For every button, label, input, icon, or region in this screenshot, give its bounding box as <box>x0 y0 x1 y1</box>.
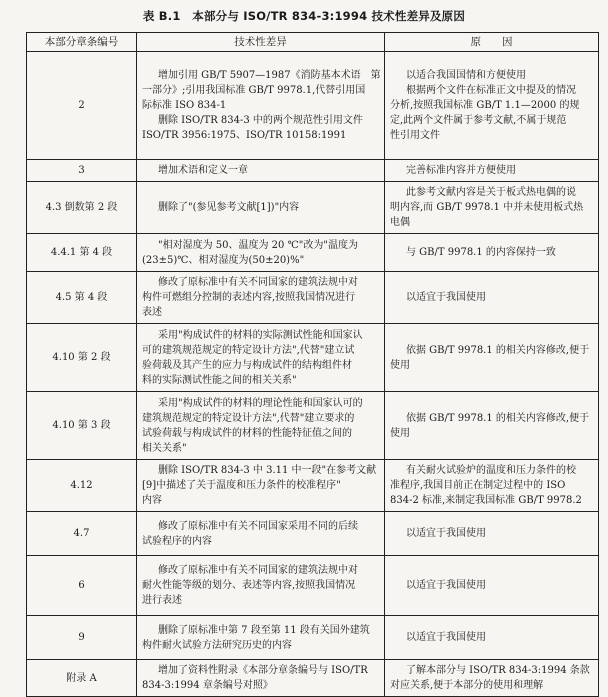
cell-reason-line: 依据 GB/T 9978.1 的相关内容修改,便于 <box>406 344 590 356</box>
cell-section: 4.7 <box>27 512 137 556</box>
cell-change <box>137 392 385 460</box>
table-body <box>27 52 599 697</box>
cell-change-line: 增加术语和定义一章 <box>158 165 248 176</box>
cell-change-line: 试验程序的内容 <box>142 535 212 547</box>
cell-change <box>137 460 385 512</box>
cell-change-line: 增加了资料性附录《本部分章条编号与 ISO/TR <box>158 665 368 676</box>
cell-change-line: 表述 <box>142 307 162 318</box>
cell-reason-line: 以适宜于我国使用 <box>406 580 486 591</box>
cell-reason <box>385 616 599 660</box>
cell-section: 4.5 第 4 段 <box>27 272 137 324</box>
cell-change-line: 采用"构成试件的材料的理论性能和国家认可的 <box>158 397 363 409</box>
table-row <box>27 272 599 324</box>
table-row <box>27 160 599 182</box>
cell-reason <box>385 660 599 697</box>
cell-reason <box>385 272 599 324</box>
cell-section: 2 <box>27 52 137 160</box>
cell-change-line: 修改了原标准中有关不同国家采用不同的后续 <box>158 520 358 532</box>
cell-change <box>137 160 385 182</box>
cell-reason-line: 依据 GB/T 9978.1 的相关内容修改,便于 <box>406 412 590 424</box>
cell-reason <box>385 160 599 182</box>
cell-section: 4.10 第 2 段 <box>27 324 137 392</box>
table-row <box>27 324 599 392</box>
table-row <box>27 616 599 660</box>
cell-change-line: 构件耐火试验方法研究历史的内容 <box>142 639 292 651</box>
differences-table <box>26 32 599 697</box>
cell-change-line: 834-3:1994 章条编号对照》 <box>142 680 273 691</box>
cell-change-line: 修改了原标准中有关不同国家的建筑法规中对 <box>158 565 358 576</box>
cell-reason <box>385 182 599 234</box>
cell-reason-line: 此参考文献内容是关于板式热电偶的说 <box>406 187 576 198</box>
cell-change-line: 删除 ISO/TR 834-3 中 3.11 中一段"在参考文献 <box>158 465 377 476</box>
cell-reason-line: 使用 <box>390 359 410 371</box>
cell-change-line: 际标准 ISO 834-1 <box>142 100 227 111</box>
cell-change-line: 内容 <box>142 495 162 506</box>
cell-reason-line: 根据两个文件在标准正文中提及的情况 <box>406 85 576 96</box>
cell-reason <box>385 324 599 392</box>
cell-change-line: 删除了"(参见参考文献[1])"内容 <box>158 202 300 213</box>
cell-change-line: 建筑规范规定的特定设计方法",代替"建立要求的 <box>142 412 355 424</box>
cell-reason <box>385 512 599 556</box>
cell-reason <box>385 460 599 512</box>
cell-reason <box>385 234 599 272</box>
table-row <box>27 52 599 160</box>
cell-reason-line: 以适宜于我国使用 <box>406 292 486 303</box>
cell-section: 附录 A <box>27 660 137 697</box>
cell-change <box>137 556 385 616</box>
cell-reason-line: 性引用文件 <box>390 130 440 141</box>
cell-change <box>137 616 385 660</box>
cell-reason-line: 分析,按照我国标准 GB/T 1.1—2000 的规 <box>390 100 580 111</box>
cell-reason-line: 电偶 <box>390 217 410 228</box>
cell-reason-line: 定,此两个文件属于参考文献,不属于规范 <box>390 115 567 126</box>
cell-section: 4.4.1 第 4 段 <box>27 234 137 272</box>
header-change: 技术性差异 <box>137 33 385 52</box>
cell-reason-line: 与 GB/T 9978.1 的内容保持一致 <box>406 247 556 258</box>
cell-change <box>137 52 385 160</box>
cell-change <box>137 512 385 556</box>
cell-change-line: 相关关系" <box>142 442 187 454</box>
cell-reason-line: 明内容,而 GB/T 9978.1 中并未使用板式热 <box>390 202 584 213</box>
cell-change-line: ISO/TR 3956:1975、ISO/TR 10158:1991 <box>142 130 347 141</box>
table-row <box>27 660 599 697</box>
table-row <box>27 556 599 616</box>
table-row <box>27 512 599 556</box>
cell-reason-line: 以适宜于我国使用 <box>406 528 486 539</box>
cell-change <box>137 182 385 234</box>
cell-section: 6 <box>27 556 137 616</box>
cell-reason-line: 使用 <box>390 427 410 439</box>
cell-change-line: 修改了原标准中有关不同国家的建筑法规中对 <box>158 277 358 288</box>
table-row <box>27 234 599 272</box>
cell-change-line: "相对湿度为 50、温度为 20 ℃"改为"温度为 <box>158 239 358 251</box>
cell-change-line: 删除了原标准中第 7 段至第 11 段有关国外建筑 <box>158 624 370 636</box>
table-row <box>27 182 599 234</box>
cell-change-line: 删除 ISO/TR 834-3 中的两个规范性引用文件 <box>158 115 363 126</box>
cell-reason-line: 以适宜于我国使用 <box>406 632 486 643</box>
cell-reason-line: 了解本部分与 ISO/TR 834-3:1994 条款 <box>406 665 590 676</box>
cell-reason-line: 完善标准内容并方便使用 <box>406 165 516 176</box>
table-header-row <box>27 33 599 52</box>
cell-section: 4.3 倒数第 2 段 <box>27 182 137 234</box>
cell-section: 3 <box>27 160 137 182</box>
cell-change-line: 进行表述 <box>142 595 182 606</box>
cell-section: 9 <box>27 616 137 660</box>
cell-change <box>137 324 385 392</box>
cell-change-line: 采用"构成试件的材料的实际测试性能和国家认 <box>158 329 363 341</box>
table-row <box>27 392 599 460</box>
cell-reason <box>385 392 599 460</box>
cell-change-line: 一部分》;引用我国标准 GB/T 9978.1,代替引用国 <box>142 85 366 96</box>
header-section: 本部分章条编号 <box>27 33 137 52</box>
cell-change <box>137 272 385 324</box>
cell-change-line: [9]中描述了关于温度和压力条件的校准程序" <box>142 480 341 491</box>
cell-reason-line: 准程序,我国目前正在制定过程中的 ISO <box>390 480 566 491</box>
table-row <box>27 460 599 512</box>
cell-change-line: 耐火性能等级的划分、表述等内容,按照我国情况 <box>142 580 356 591</box>
cell-reason-line: 有关耐火试验炉的温度和压力条件的校 <box>406 465 576 476</box>
cell-change-line: 试验荷载与构成试件的材料的性能特征值之间的 <box>142 427 352 439</box>
table-title: 表 B.1 本部分与 ISO/TR 834-3:1994 技术性差异及原因 <box>142 9 466 23</box>
cell-change-line: (23±5)℃、相对湿度为(50±20)%" <box>142 254 305 266</box>
cell-change-line: 验荷载及其产生的应力与构成试件的结构组件材 <box>142 359 352 371</box>
cell-section: 4.12 <box>27 460 137 512</box>
cell-change <box>137 234 385 272</box>
cell-reason-line: 834-2 标准,来制定我国标准 GB/T 9978.2 <box>390 495 582 506</box>
cell-change <box>137 660 385 697</box>
cell-section: 4.10 第 3 段 <box>27 392 137 460</box>
cell-change-line: 料的实际测试性能之间的相关关系" <box>142 374 297 386</box>
cell-reason <box>385 52 599 160</box>
cell-reason-line: 以适合我国国情和方便使用 <box>406 70 526 81</box>
cell-reason-line: 对应关系,便于本部分的使用和理解 <box>390 680 544 691</box>
header-reason: 原 因 <box>385 33 599 52</box>
cell-change-line: 构件可燃组分控制的表述内容,按照我国情况进行 <box>142 292 356 303</box>
cell-change-line: 可的建筑规范规定的特定设计方法",代替"建立试 <box>142 344 355 356</box>
cell-reason <box>385 556 599 616</box>
cell-change-line: 增加引用 GB/T 5907—1987《消防基本术语 第 <box>158 70 381 81</box>
